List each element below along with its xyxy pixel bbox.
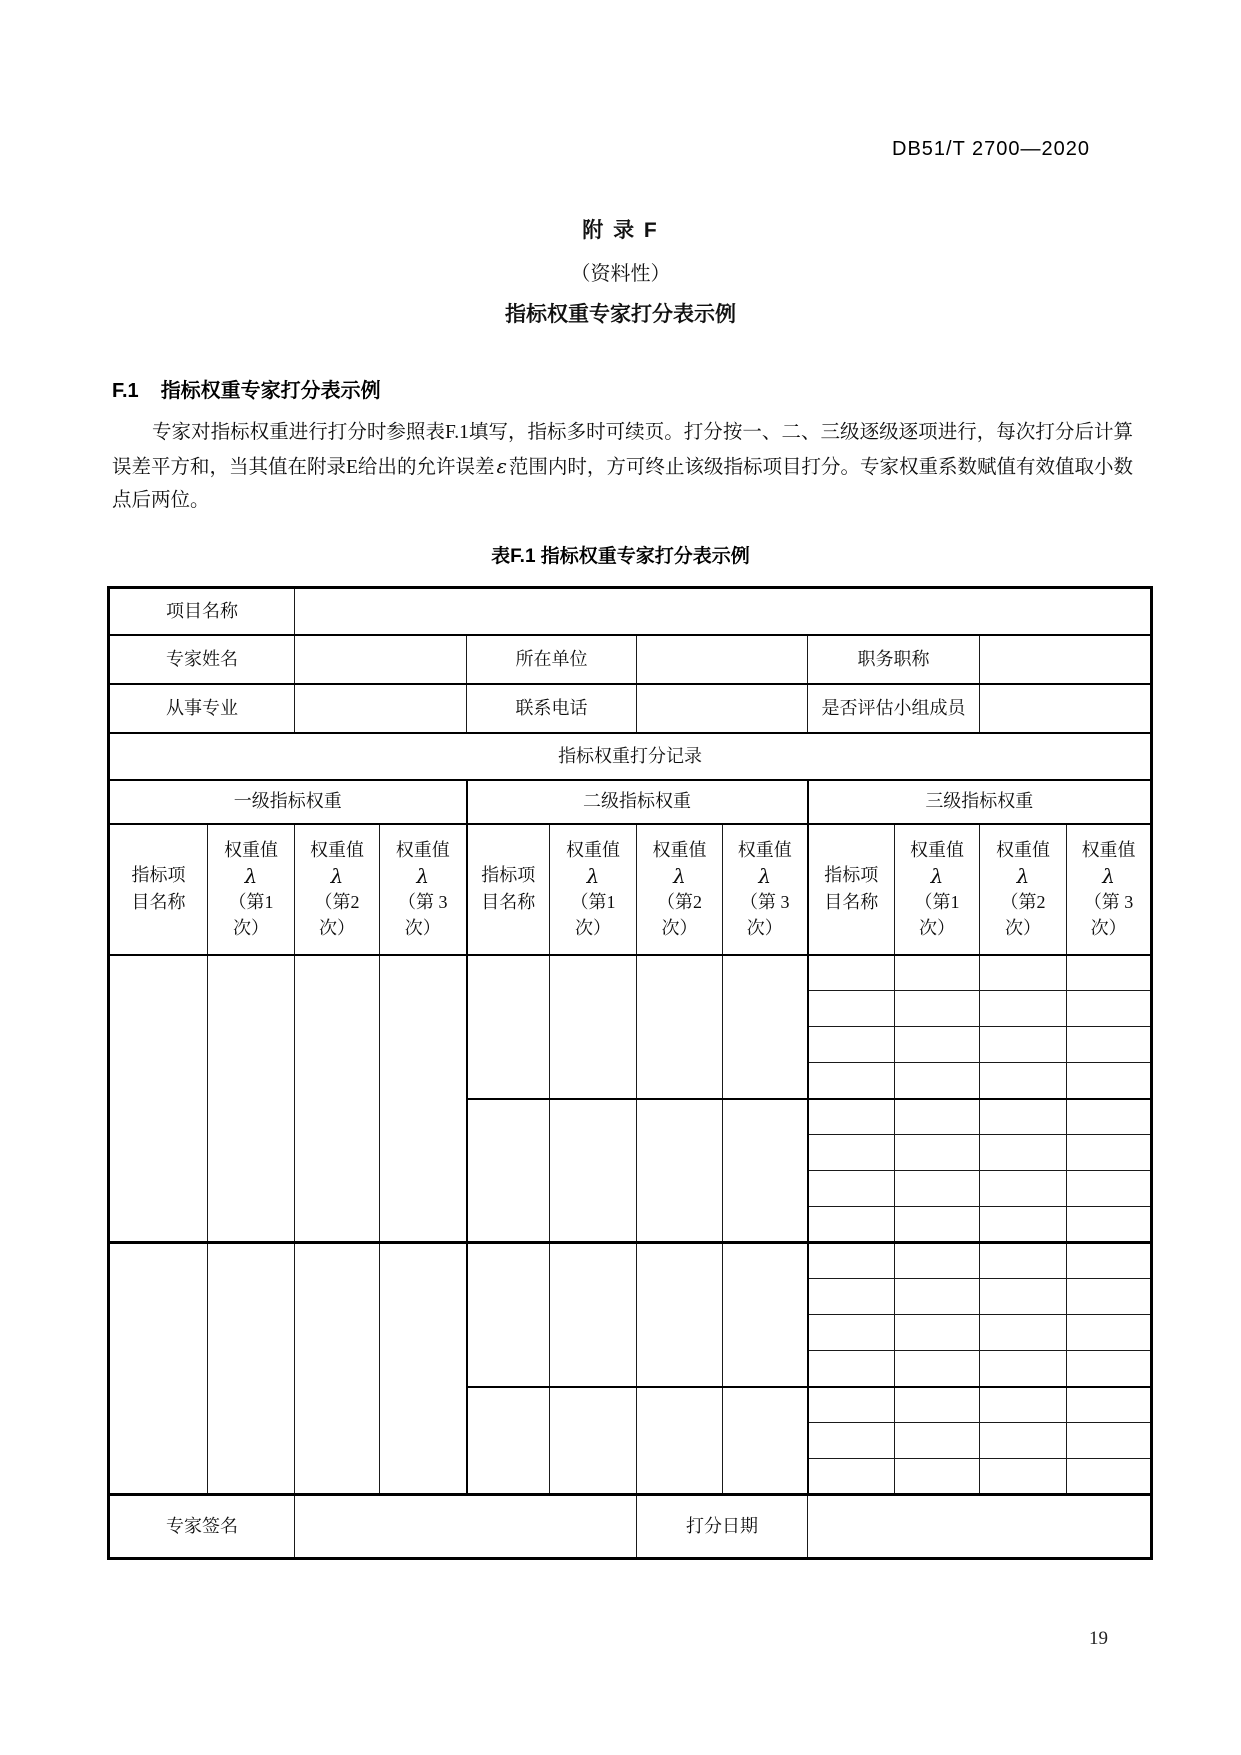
level1-weight-cell (208, 1243, 295, 1495)
grid-cell (808, 1387, 895, 1423)
weight-header-text: （第2 (657, 892, 702, 912)
grid-cell (895, 1279, 980, 1315)
organization-label: 所在单位 (467, 635, 637, 684)
grid-cell (1067, 1315, 1152, 1351)
grid-cell (980, 1099, 1067, 1135)
weight-header-text: 权重值 (224, 840, 278, 860)
name-header-line1: 指标项 (131, 865, 186, 885)
page-number: 19 (1089, 1628, 1108, 1649)
date-value-cell (808, 1495, 1152, 1559)
level2-name-cell (467, 1387, 550, 1495)
grid-cell (808, 1423, 895, 1459)
grid-cell (895, 1135, 980, 1171)
grid-cell (895, 1387, 980, 1423)
level2-weight-cell (550, 1099, 637, 1243)
paragraph-text-2: 范围内时，方可终止该级指标项目打分。专家权重系数赋值有效值取小数点后两位。 (112, 456, 1133, 511)
body-paragraph (112, 416, 1133, 518)
weight-header-text: （第1 (914, 892, 960, 912)
is-member-label: 是否评估小组成员 (808, 684, 980, 733)
job-title-label: 职务职称 (808, 635, 980, 684)
grid-cell (895, 1207, 980, 1243)
appendix-title-block (0, 214, 1241, 328)
lambda-symbol: λ (1016, 864, 1030, 888)
grid-cell (1067, 1423, 1152, 1459)
level1-name-cell (109, 1243, 208, 1495)
grid-cell (1067, 1027, 1152, 1063)
lambda-symbol: λ (930, 864, 944, 888)
grid-cell (980, 1387, 1067, 1423)
group-header-level1: 一级指标权重 (109, 780, 467, 824)
specialty-label: 从事专业 (109, 684, 295, 733)
lambda-symbol: λ (586, 864, 600, 888)
grid-cell (895, 1171, 980, 1207)
grid-cell (980, 1243, 1067, 1279)
weight-header-text: （第 3 (398, 892, 448, 912)
grid-cell (1067, 991, 1152, 1027)
col-header-weight1-l1 (208, 824, 295, 955)
grid-cell (1067, 1099, 1152, 1135)
phone-value-cell (637, 684, 808, 733)
grid-cell (895, 1243, 980, 1279)
grid-cell (1067, 1135, 1152, 1171)
grid-cell (895, 1423, 980, 1459)
paragraph-text-1: 专家对指标权重进行打分时参照表F.1填写，指标多时可续页。打分按一、二、三级逐级逐项进行，每次打分后计算误差平方和，当其值在附录E给出的允许误差 (112, 422, 1133, 478)
grid-cell (808, 1063, 895, 1099)
grid-cell (808, 1243, 895, 1279)
lambda-symbol: λ (1102, 864, 1115, 888)
level2-weight-cell (723, 1099, 808, 1243)
col-header-weight3-l1 (380, 824, 467, 955)
weight-header-text: 权重值 (310, 840, 364, 860)
expert-name-value-cell (295, 635, 467, 684)
weight-header-text: 次） (919, 918, 955, 938)
grid-cell (980, 1063, 1067, 1099)
level1-weight-cell (295, 1243, 380, 1495)
grid-cell (1067, 1243, 1152, 1279)
grid-cell (980, 1171, 1067, 1207)
grid-cell (808, 1279, 895, 1315)
grid-cell (895, 1063, 980, 1099)
record-header: 指标权重打分记录 (109, 733, 1152, 780)
level2-weight-cell (550, 1243, 637, 1387)
grid-cell (980, 1423, 1067, 1459)
level2-weight-cell (637, 955, 723, 1099)
project-name-label: 项目名称 (109, 588, 295, 635)
table-caption: 表F.1 指标权重专家打分表示例 (491, 546, 750, 567)
grid-row (109, 1243, 1152, 1279)
level2-weight-cell (637, 1099, 723, 1243)
level2-weight-cell (637, 1243, 723, 1387)
grid-cell (1067, 1171, 1152, 1207)
grid-cell (808, 1459, 895, 1495)
name-header-line1: 指标项 (824, 865, 879, 885)
date-label: 打分日期 (637, 1495, 808, 1559)
col-header-name-l3 (808, 824, 895, 955)
level1-name-cell (109, 955, 208, 1243)
weight-header-text: （第 3 (740, 892, 790, 912)
weight-header-text: （第1 (570, 892, 616, 912)
specialty-value-cell (295, 684, 467, 733)
section-title: 指标权重专家打分表示例 (160, 380, 381, 402)
grid-cell (980, 1279, 1067, 1315)
col-header-weight1-l2 (550, 824, 637, 955)
phone-label: 联系电话 (467, 684, 637, 733)
grid-cell (808, 1171, 895, 1207)
grid-cell (980, 991, 1067, 1027)
organization-value-cell (637, 635, 808, 684)
lambda-symbol: λ (673, 864, 686, 888)
grid-cell (895, 955, 980, 991)
grid-cell (980, 1459, 1067, 1495)
weight-header-text: 权重值 (1081, 840, 1136, 860)
grid-cell (808, 1315, 895, 1351)
grid-cell (808, 991, 895, 1027)
weight-header-text: 权重值 (566, 840, 620, 860)
appendix-subtitle: 指标权重专家打分表示例 (505, 303, 736, 326)
grid-cell (808, 1351, 895, 1387)
row-group-headers (109, 780, 1152, 824)
weight-header-text: （第 3 (1083, 892, 1134, 912)
name-header-line1: 指标项 (481, 865, 536, 885)
grid-cell (1067, 1207, 1152, 1243)
row-expert-info-2 (109, 684, 1152, 733)
level1-weight-cell (208, 955, 295, 1243)
project-name-value-cell (295, 588, 1152, 635)
weight-header-text: （第2 (314, 892, 360, 912)
level2-weight-cell (550, 955, 637, 1099)
level2-name-cell (467, 1243, 550, 1387)
scoring-table (107, 586, 1153, 1560)
lambda-symbol: λ (416, 864, 430, 888)
grid-cell (1067, 1063, 1152, 1099)
grid-cell (895, 991, 980, 1027)
level2-weight-cell (723, 1243, 808, 1387)
col-header-weight3-l2 (723, 824, 808, 955)
level1-weight-cell (380, 1243, 467, 1495)
grid-cell (980, 1135, 1067, 1171)
signature-label: 专家签名 (109, 1495, 295, 1559)
weight-header-text: 权重值 (910, 840, 964, 860)
grid-cell (895, 1099, 980, 1135)
weight-header-text: 次） (404, 918, 441, 938)
grid-cell (1067, 955, 1152, 991)
weight-header-text: 次） (575, 918, 611, 938)
col-header-name-l2 (467, 824, 550, 955)
level1-weight-cell (295, 955, 380, 1243)
grid-cell (980, 955, 1067, 991)
lambda-symbol: λ (244, 864, 258, 888)
col-header-weight3-l3 (1067, 824, 1152, 955)
weight-header-text: 次） (233, 918, 269, 938)
col-header-weight1-l3 (895, 824, 980, 955)
weight-header-text: 次） (1090, 918, 1127, 938)
weight-header-text: 次） (661, 918, 698, 938)
col-header-name-l1 (109, 824, 208, 955)
grid-row (109, 955, 1152, 991)
weight-header-text: 次） (746, 918, 783, 938)
section-number: F.1 (112, 380, 139, 402)
grid-cell (980, 1027, 1067, 1063)
job-title-value-cell (980, 635, 1152, 684)
grid-cell (980, 1207, 1067, 1243)
level2-weight-cell (637, 1387, 723, 1495)
grid-cell (808, 1207, 895, 1243)
grid-cell (808, 1099, 895, 1135)
level2-weight-cell (723, 1387, 808, 1495)
weight-header-text: （第1 (228, 892, 274, 912)
grid-cell (808, 1135, 895, 1171)
is-member-value-cell (980, 684, 1152, 733)
name-header-line2: 目名称 (131, 892, 186, 912)
signature-value-cell (295, 1495, 637, 1559)
weight-header-text: 次） (319, 918, 355, 938)
expert-name-label: 专家姓名 (109, 635, 295, 684)
weight-header-text: 权重值 (652, 840, 707, 860)
document-code: DB51/T 2700—2020 (892, 138, 1090, 160)
group-header-level2: 二级指标权重 (467, 780, 808, 824)
appendix-title: 附 录 F (582, 219, 659, 242)
grid-cell (980, 1351, 1067, 1387)
grid-cell (1067, 1279, 1152, 1315)
grid-cell (808, 1027, 895, 1063)
weight-header-text: （第2 (1000, 892, 1046, 912)
level2-weight-cell (723, 955, 808, 1099)
grid-cell (895, 1315, 980, 1351)
col-header-weight2-l2 (637, 824, 723, 955)
col-header-weight2-l3 (980, 824, 1067, 955)
grid-cell (1067, 1459, 1152, 1495)
weight-header-text: 次） (1005, 918, 1041, 938)
grid-cell (895, 1351, 980, 1387)
level2-name-cell (467, 1099, 550, 1243)
weight-header-text: 权重值 (996, 840, 1050, 860)
level1-weight-cell (380, 955, 467, 1243)
level2-name-cell (467, 955, 550, 1099)
grid-cell (1067, 1387, 1152, 1423)
epsilon-symbol: ε (496, 454, 507, 478)
weight-header-text: 权重值 (395, 840, 450, 860)
group-header-level3: 三级指标权重 (808, 780, 1152, 824)
grid-cell (1067, 1351, 1152, 1387)
section-heading (112, 374, 381, 403)
row-record-header (109, 733, 1152, 780)
lambda-symbol: λ (330, 864, 344, 888)
row-project-name (109, 588, 1152, 635)
grid-cell (980, 1315, 1067, 1351)
grid-cell (895, 1459, 980, 1495)
row-expert-info-1 (109, 635, 1152, 684)
row-column-headers (109, 824, 1152, 955)
grid-cell (808, 955, 895, 991)
name-header-line2: 目名称 (824, 892, 879, 912)
name-header-line2: 目名称 (481, 892, 536, 912)
appendix-kind: （资料性） (570, 263, 671, 285)
grid-cell (895, 1027, 980, 1063)
col-header-weight2-l1 (295, 824, 380, 955)
lambda-symbol: λ (758, 864, 772, 888)
weight-header-text: 权重值 (737, 840, 792, 860)
level2-weight-cell (550, 1387, 637, 1495)
row-signature (109, 1495, 1152, 1559)
